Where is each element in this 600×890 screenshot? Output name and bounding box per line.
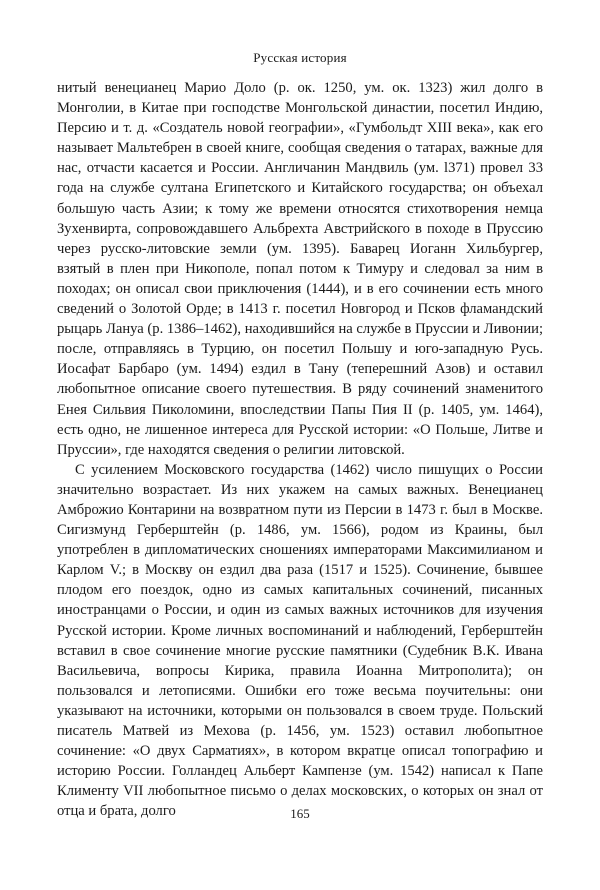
paragraph: С усилением Московского государства (1462) число пишущих о России значительно возрастает. Из них укажем на самых важных. Венецианец Амброжио Контарини на возвратном пути из Персии в 1473 г. был в Москве. Сигизмунд Герберштейн (р. 1486, ум. 1566), родом из Краины, был употреблен в дипломатических сношениях императорами Максимилианом и Карлом V.; в Москву он ездил два раза (1517 и 1525). Сочинение, бывшее плодом его поездок, одно из самых капитальных сочинений, писанных иностранцами о России, и один из самых важных источников для изучения Русской истории. Кроме личных воспоминаний и наблюдений, Герберштейн вставил в свое сочинение многие русские памятники (Судебник В.К. Ивана Васильевича, вопросы Кирика, правила Иоанна Митрополита); он пользовался и летописями. Ошибки его тоже весьма поучительны: они указывают на источники, которыми он пользовался в своем труде. Польский писатель Матвей из Мехова (р. 1456, ум. 1523) оставил любопытное сочинение: «О двух Сарматиях», в котором вкратце описал топографию и историю России. Голландец Альберт Кампензе (ум. 1542) написал к Папе Клименту VII любопытное письмо о делах московских, о которых он знал от отца и брата, долго xyxy=(57,461,543,820)
body-text xyxy=(57,78,543,821)
running-head: Русская история xyxy=(253,50,347,65)
page-number: 165 xyxy=(290,806,310,821)
paragraph-continued: нитый венецианец Марио Доло (р. ок. 1250, ум. ок. 1323) жил долго в Монголии, в Китае при господстве Монгольской династии, посетил Индию, Персию и т. д. «Создатель новой географии», «Гумбольдт XIII века», как его называет Мальтебрен в своей книге, сообщая сведения о татарах, важные для нас, отчасти касается и России. Англичанин Мандвиль (ум. l371) провел 33 года на службе султана Египетского и Китайского государства; он объехал большую часть Азии; к тому же времени относятся стихотворения немца Зухенвирта, сопровождавшего Альбрехта Австрийского в походе в Пруссию через русско-литовские земли (ум. 1395). Баварец Иоганн Хильбургер, взятый в плен при Никополе, попал потом к Тимуру и следовал за ним в походах; он описал свои приключения (1444), и в его сочинении есть много сведений о Золотой Орде; в 1413 г. посетил Новгород и Псков фламандский рыцарь Лануа (р. 1386–1462), находившийся на службе в Пруссии и Ливонии; после, отправляясь в Турцию, он посетил Польшу и юго-западную Русь. Иосафат Барбаро (ум. 1494) ездил в Тану (теперешний Азов) и оставил любопытное описание своего путешествия. В ряду сочинений знаменитого Енея Сильвия Пиколомини, впоследствии Папы Пия II (р. 1405, ум. 1464), есть одно, не лишенное интереса для Русской истории: «О Польше, Литве и Пруссии», где находятся сведения о религии литовской. xyxy=(57,80,543,458)
